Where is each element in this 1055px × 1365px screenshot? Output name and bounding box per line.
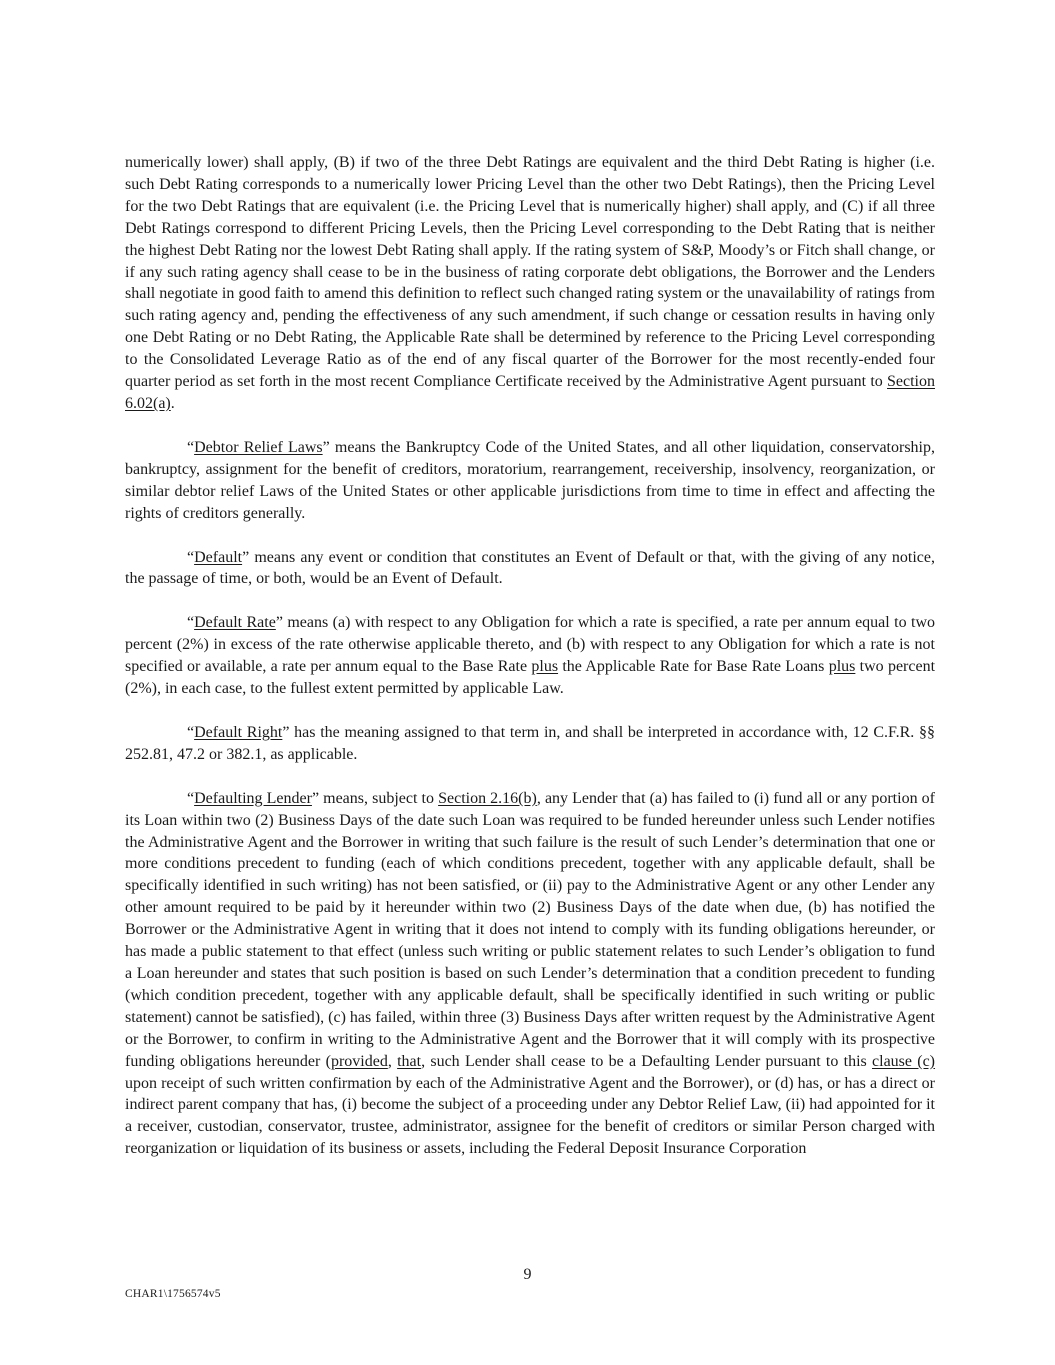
text-run: the Applicable Rate for Base Rate Loans <box>558 658 829 676</box>
text-run: . <box>170 394 175 412</box>
text-run: “ <box>187 438 195 456</box>
text-run: “ <box>187 789 195 807</box>
text-run: upon receipt of such written confirmation by each of the Administrative Agent and the Borrower), or (d) has, or has a direct or indirect parent company that has, (i) become the subject of a proceeding under any Debtor Relief Law, (ii) had appointed for it a receiver, custodian, conservator, trustee, administrator, assignee for the benefit of creditors or similar Person charged with reorganization or liquidation of its business or assets, including the Federal Deposit Insurance Corporation <box>125 1074 935 1158</box>
text-run: “ <box>187 548 195 566</box>
underlined-term: Section 2.16(b) <box>438 789 537 807</box>
text-run: ” means, subject to <box>311 789 439 807</box>
underlined-term: Default <box>194 548 243 566</box>
text-run: two percent (2%), in each case, to the fullest extent permitted by applicable Law. <box>125 658 936 698</box>
underlined-term: Default Rate <box>194 614 276 632</box>
text-run: , such Lender shall cease to be a Defaulting Lender pursuant to this <box>421 1052 873 1070</box>
paragraph <box>125 722 935 766</box>
underlined-term: Defaulting Lender <box>194 789 312 807</box>
underlined-term: plus <box>531 658 559 676</box>
text-run: “ <box>187 723 195 741</box>
paragraph <box>125 612 935 700</box>
document-id: CHAR1\1756574v5 <box>125 1288 221 1300</box>
underlined-term: provided <box>330 1052 388 1070</box>
paragraph <box>125 547 935 591</box>
page-number: 9 <box>523 1266 532 1283</box>
text-run: ” means (a) with respect to any Obligation for which a rate is specified, a rate per annum equal to two percent (2%) in excess of the rate otherwise applicable thereto, and (b) with respect to any Obligation for which a rate is not specified or available, a rate per annum equal to the Base Rate <box>125 614 936 676</box>
underlined-term: Default Right <box>194 723 283 741</box>
text-run: “ <box>187 614 195 632</box>
text-run: ” means the Bankruptcy Code of the United States, and all other liquidation, conservatorship, bankruptcy, assignment for the benefit of creditors, moratorium, rearrangement, receivership, insolvency, reorganization, or similar debtor relief Laws of the United States or other applicable jurisdictions from time to time in effect and affecting the rights of creditors generally. <box>125 438 935 522</box>
underlined-term: Debtor Relief Laws <box>194 438 323 456</box>
underlined-term: plus <box>828 658 856 676</box>
text-run: , <box>387 1052 398 1070</box>
paragraph <box>125 152 935 415</box>
underlined-term: clause (c) <box>872 1052 936 1070</box>
document-body <box>125 152 935 1182</box>
text-run: , any Lender that (a) has failed to (i) fund all or any portion of its Loan within two (2) Business Days of the date such Loan was required to be funded hereunder unless such Lender notifies the Administrative Agent and the Borrower in writing that such failure is the result of such Lender’s determination that one or more conditions precedent to funding (each of which conditions precedent, together with any applicable default, shall be specifically identified in such writing) has not been satisfied, or (ii) pay to the Administrative Agent or any other Lender any other amount required to be paid by it hereunder within two (2) Business Days of the date when due, (b) has notified the Borrower or the Administrative Agent in writing that it does not intend to comply with its funding obligations hereunder, or has made a public statement to that effect (unless such writing or public statement relates to such Lender’s obligation to fund a Loan hereunder and states that such position is based on such Lender’s determination that a condition precedent to funding (which condition precedent, together with any applicable default, shall be specifically identified in such writing or public statement) cannot be satisfied), (c) has failed, within three (3) Business Days after written request by the Administrative Agent or the Borrower, to confirm in writing to the Administrative Agent and the Borrower that it will comply with its prospective funding obligations hereunder ( <box>125 789 935 1070</box>
text-run: ” means any event or condition that constitutes an Event of Default or that, with the giving of any notice, the passage of time, or both, would be an Event of Default. <box>125 548 935 588</box>
underlined-term: that <box>397 1052 422 1070</box>
paragraph <box>125 788 935 1160</box>
paragraph <box>125 437 935 525</box>
underlined-term: Section 6.02(a) <box>125 373 935 412</box>
text-run: ” has the meaning assigned to that term in, and shall be interpreted in accordance with, 12 C.F.R. §§ 252.81, 47.2 or 382.1, as applicable. <box>125 723 935 763</box>
text-run: numerically lower) shall apply, (B) if two of the three Debt Ratings are equivalent and the third Debt Rating is higher (i.e. such Debt Rating corresponds to a numerically lower Pricing Level than the other two Debt Ratings), then the Pricing Level for the two Debt Ratings that are equivalent (i.e. the Pricing Level that is numerically higher) shall apply, and (C) if all three Debt Ratings correspond to different Pricing Levels, then the Pricing Level corresponding to the Debt Rating that is neither the highest Debt Rating nor the lowest Debt Rating shall apply. If the rating system of S&P, Moody’s or Fitch shall change, or if any such rating agency shall cease to be in the business of rating corporate debt obligations, the Borrower and the Lenders shall negotiate in good faith to amend this definition to reflect such changed rating system or the unavailability of ratings from such rating agency and, pending the effectiveness of any such amendment, if such change or cessation results in having only one Debt Rating or no Debt Rating, the Applicable Rate shall be determined by reference to the Pricing Level corresponding to the Consolidated Leverage Ratio as of the end of any fiscal quarter of the Borrower for the most recently-ended four quarter period as set forth in the most recent Compliance Certificate received by the Administrative Agent pursuant to <box>125 154 935 391</box>
